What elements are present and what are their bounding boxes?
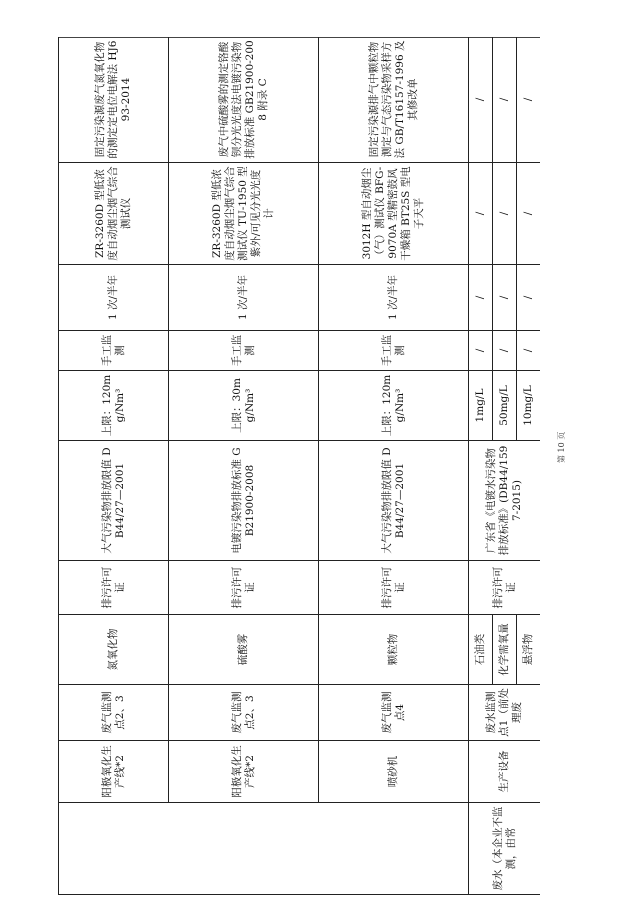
limit-cell: 50mg/L (493, 371, 517, 441)
limit-cell: 上限：30mg/Nm³ (169, 371, 319, 441)
limit-cell: 1mg/L (469, 371, 493, 441)
method-cell: 手工监测 (319, 331, 469, 371)
pollutant-cell: 化学需氧量 (493, 615, 517, 685)
analysis-cell: / (517, 37, 541, 163)
analysis-cell: / (493, 37, 517, 163)
pollutant-cell: 氮氧化物 (59, 615, 169, 685)
table-row (319, 37, 469, 895)
limit-cell: 上限：120mg/Nm³ (319, 371, 469, 441)
instrument-cell: / (517, 163, 541, 265)
analysis-cell: 固定污染源废气氮氧化物的测定定电位电解法 HJ693-2014 (59, 37, 169, 163)
frequency-cell: / (469, 265, 493, 331)
table-row (469, 37, 493, 895)
instrument-cell: 3012H 型自动烟尘（气）测试仪 BFG-9070A 型精密鼓风干燥箱 BT25S 型电子天平 (319, 163, 469, 265)
analysis-cell: 废气中硫酸雾的测定铬酸钡分光光度法电镀污染物排放标准 GB21900-2008 附录 C (169, 37, 319, 163)
point-cell: 废气监测点2、3 (169, 685, 319, 741)
basis-cell: 排污许可证 (59, 561, 169, 615)
basis-cell: 排污许可证 (319, 561, 469, 615)
water-point-cell: 废水监测点1（前处理废 (469, 685, 541, 741)
frequency-cell: 1 次/半年 (59, 265, 169, 331)
table-row (169, 37, 319, 895)
table-row (59, 37, 169, 895)
point-cell: 废气监测点2、3 (59, 685, 169, 741)
standard-cell: 大气污染物排放限值 DB44/27—2001 (59, 441, 169, 561)
standard-cell: 电镀污染物排放标准 GB21900-2008 (169, 441, 319, 561)
source-cell: 阳极氧化生产线*2 (59, 741, 169, 803)
frequency-cell: / (517, 265, 541, 331)
water-standard-cell: 广东省《电镀水污染物排放标准》(DB44/1597-2015) (469, 441, 541, 561)
pollutant-cell: 硫酸雾 (169, 615, 319, 685)
instrument-cell: / (469, 163, 493, 265)
water-basis-cell: 排污许可证 (469, 561, 541, 615)
basis-cell: 排污许可证 (169, 561, 319, 615)
frequency-cell: / (493, 265, 517, 331)
method-cell: / (469, 331, 493, 371)
limit-cell: 上限：120mg/Nm³ (59, 371, 169, 441)
category-cell (59, 803, 469, 895)
pollutant-cell: 石油类 (469, 615, 493, 685)
pollutant-cell: 悬浮物 (517, 615, 541, 685)
source-cell: 喷砂机 (319, 741, 469, 803)
method-cell: / (493, 331, 517, 371)
method-cell: 手工监测 (169, 331, 319, 371)
water-source-cell: 生产设备 (469, 741, 541, 803)
instrument-cell: ZR-3260D 型低浓度自动烟尘烟气综合测试仪 (59, 163, 169, 265)
table-viewport (58, 37, 540, 895)
monitoring-table (58, 37, 540, 895)
source-cell: 阳极氧化生产线*2 (169, 741, 319, 803)
frequency-cell: 1 次/半年 (319, 265, 469, 331)
point-cell: 废气监测点4 (319, 685, 469, 741)
pollutant-cell: 颗粒物 (319, 615, 469, 685)
water-category-cell: 废水（本企业不监测，由常 (469, 803, 541, 895)
analysis-cell: 固定污染源排气中颗粒物测定与气态污染物采样方法 GB/T16157-1996 及其修改单 (319, 37, 469, 163)
standard-cell: 大气污染物排放限值 DB44/27—2001 (319, 441, 469, 561)
method-cell: 手工监测 (59, 331, 169, 371)
rotated-table-container (58, 37, 540, 895)
page-number: 第 10 页 (557, 431, 566, 463)
analysis-cell: / (469, 37, 493, 163)
method-cell: / (517, 331, 541, 371)
instrument-cell: ZR-3260D 型低浓度自动烟尘烟气综合测试仪 TU-1950 型紫外/可见分光光度计 (169, 163, 319, 265)
limit-cell: 10mg/L (517, 371, 541, 441)
frequency-cell: 1 次/半年 (169, 265, 319, 331)
instrument-cell: / (493, 163, 517, 265)
